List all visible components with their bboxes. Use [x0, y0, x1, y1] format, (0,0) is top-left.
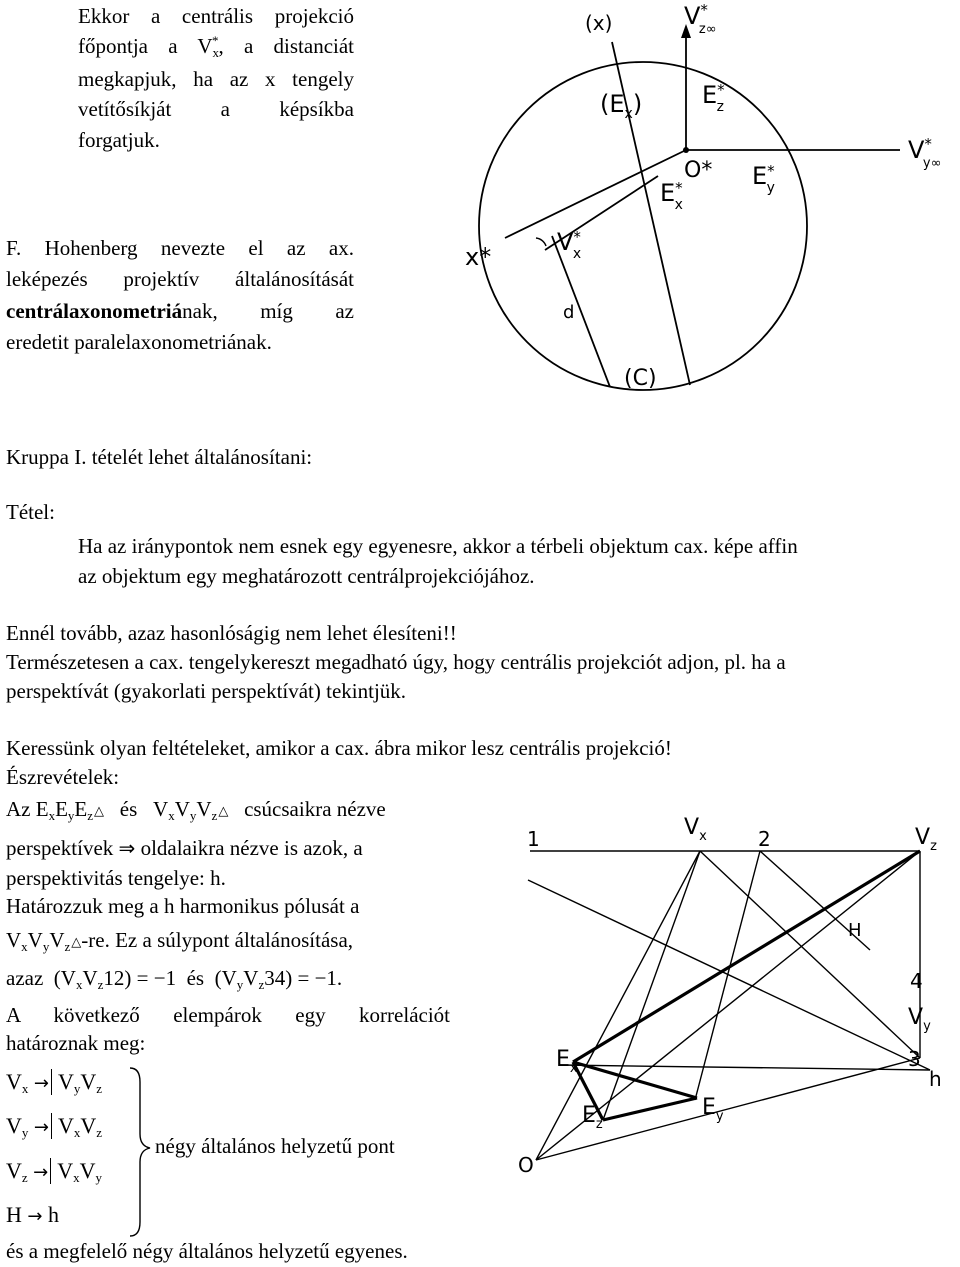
- perspektivek-line: perspektívek ⇒ oldalaikra nézve is azok, a: [6, 836, 363, 860]
- line-2-ey: [695, 851, 760, 1100]
- right-angle-mark: [536, 238, 546, 246]
- label-ez: E* z: [702, 81, 725, 115]
- corr-row-2: $V_y \to V_xV_z$: [6, 1113, 103, 1140]
- label-ex-star: E* x: [660, 179, 683, 213]
- keressunk-line: Keressünk olyan feltételeket, amikor a cax. ábra mikor lesz centrális projekció!: [6, 736, 672, 760]
- intro-line-2: főpontja a $V_x^*$, a distanciát: [78, 33, 355, 60]
- label-o-star: O*: [684, 158, 713, 183]
- edge-ey-ex: [573, 1062, 697, 1098]
- corr-row-4: H → h: [6, 1202, 59, 1227]
- intro-line-4: vetítősíkját a képsíkba: [78, 97, 354, 121]
- label-o: O: [518, 1153, 534, 1177]
- figure-circle-construction: [380, 0, 960, 400]
- label-vy: $V_y$: [908, 1005, 931, 1034]
- label-h: h: [929, 1067, 942, 1091]
- label-vx: $V_x$: [684, 815, 707, 844]
- label-1: 1: [527, 827, 540, 851]
- label-2: 2: [758, 827, 771, 851]
- vxvyvz-re-line: $V_xV_yV_z\triangle-re$. Ez a súlypont általánosítása,: [6, 928, 354, 954]
- label-x-paren: (x): [585, 11, 613, 35]
- intro-line-5: forgatjuk.: [78, 128, 160, 152]
- figure-triangles: [490, 810, 960, 1190]
- label-x-star: x*: [465, 243, 492, 271]
- line-vx-ez: [603, 851, 700, 1120]
- label-ex-paren: $(E_x)$: [600, 90, 643, 122]
- kovetkezo-line-2: határoznak meg:: [6, 1031, 146, 1055]
- label-d: d: [563, 302, 575, 323]
- label-vy-inf: V* y∞: [908, 135, 942, 171]
- eszrevetelek-line: Észrevételek:: [6, 765, 120, 789]
- label-ex: $E_x$: [556, 1047, 578, 1076]
- label-vx-star: V* x: [557, 228, 582, 262]
- intro-line-1: Ekkor a centrális projekció: [78, 4, 354, 28]
- termeszetesen-line-2: perspektívát (gyakorlati perspektívát) tekintjük.: [6, 679, 407, 703]
- brace: [126, 1066, 156, 1241]
- line-vz-ex-thick: [573, 851, 920, 1062]
- final-line: és a megfelelő négy általános helyzetű egyenes.: [6, 1239, 408, 1263]
- hohenberg-line-4: eredetit paralelaxonometriának.: [6, 330, 272, 354]
- hohenberg-line-3: centrálaxonometriának, míg az: [6, 299, 354, 323]
- label-3: 3: [908, 1047, 921, 1071]
- az-line: Az $E_xE_yE_z\triangle$ és $V_xV_yV_z\triangle$ csúcsaikra nézve: [6, 797, 386, 823]
- hohenberg-line-1: F. Hohenberg nevezte el az ax.: [6, 236, 354, 260]
- hohenberg-line-2: leképezés projektív általánosítását: [6, 267, 354, 291]
- line-x-star: [505, 150, 686, 238]
- label-c: (C): [624, 366, 657, 391]
- line-o-vx: [536, 851, 700, 1160]
- label-ez: $E_z$: [582, 1103, 603, 1132]
- corr-row-3: $V_z \to V_xV_y$: [6, 1158, 103, 1185]
- label-vz: $V_z$: [915, 825, 937, 854]
- tetel-body-1: Ha az iránypontok nem esnek egy egyenesre, akkor a térbeli objektum cax. képe affin: [78, 534, 798, 558]
- label-4: 4: [910, 969, 923, 993]
- label-ey: E* y: [752, 162, 775, 196]
- ennel-line: Ennél tovább, azaz hasonlóságig nem lehet élesíteni!!: [6, 621, 457, 645]
- corr-row-1: $V_x \to V_yV_z$: [6, 1069, 103, 1096]
- kruppa-line: Kruppa I. tételét lehet általánosítani:: [6, 445, 313, 469]
- label-vz-inf: V* z∞: [684, 1, 717, 37]
- brace-text: négy általános helyzetű pont: [155, 1134, 395, 1158]
- hatarozzuk-line: Határozzuk meg a h harmonikus pólusát a: [6, 894, 360, 918]
- kovetkezo-line-1: A következő elempárok egy korrelációt: [6, 1003, 450, 1027]
- point-o: [683, 147, 689, 153]
- line-1-h: [528, 880, 930, 1070]
- intro-line-3: megkapjuk, ha az x tengely: [78, 67, 354, 91]
- tetel-body-2: az objektum egy meghatározott centrálprojekciójához.: [78, 564, 535, 588]
- label-ey: $E_y$: [702, 1095, 724, 1124]
- perspektivitas-line: perspektivitás tengelye: h.: [6, 866, 226, 890]
- label-h-cap: H: [848, 920, 862, 941]
- termeszetesen-line-1: Természetesen a cax. tengelykereszt megadható úgy, hogy centrális projekciót adjon, pl. ha a: [6, 650, 786, 674]
- edge-ez-ey: [603, 1098, 697, 1120]
- azaz-line: azaz $(V_xV_z12) = -1$ és $(V_yV_z34) = -1$.: [6, 966, 343, 992]
- line-h: [560, 1065, 930, 1070]
- tetel-label: Tétel:: [6, 500, 55, 524]
